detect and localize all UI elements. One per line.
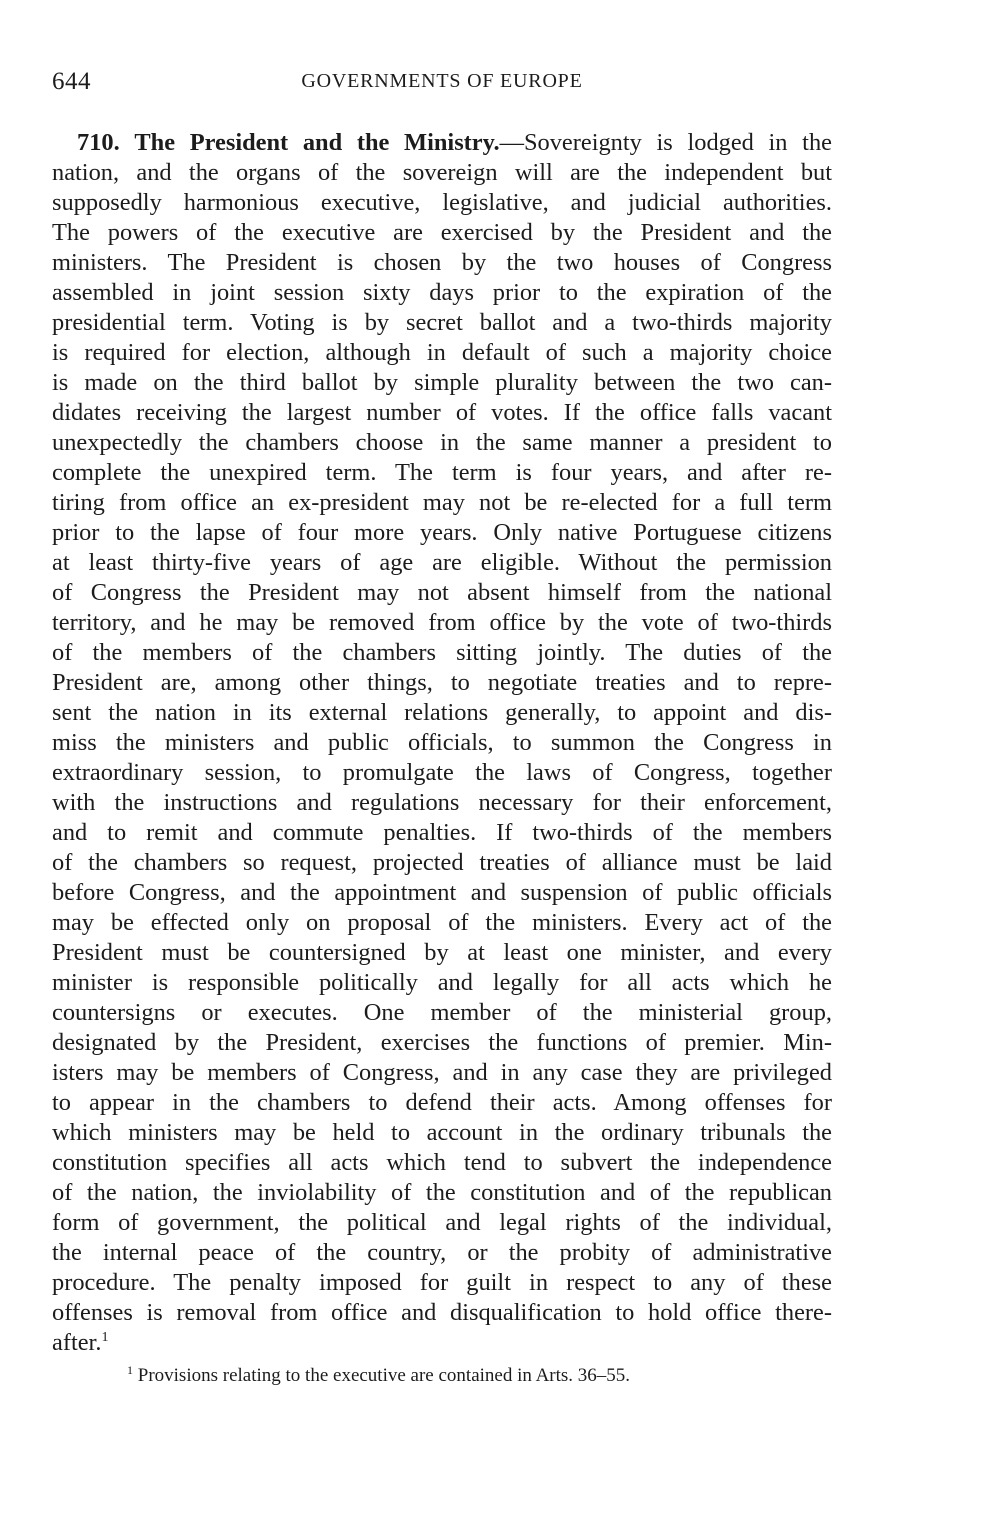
text-line: President must be countersigned by at least one minister, and every [52, 939, 832, 966]
text-line: of the nation, the inviolability of the constitution and of the republican [52, 1179, 832, 1206]
text-line: ministers. The President is chosen by the two houses of Congress [52, 249, 832, 276]
text-line: at least thirty-five years of age are eligible. Without the permission [52, 549, 832, 576]
text-line: presidential term. Voting is by secret ballot and a two-thirds majority [52, 309, 832, 336]
text-line: isters may be members of Congress, and in any case they are privileged [52, 1059, 832, 1086]
text-line: unexpectedly the chambers choose in the same manner a president to [52, 429, 832, 456]
text-line: extraordinary session, to promulgate the laws of Congress, together [52, 759, 832, 786]
text-line: didates receiving the largest number of votes. If the office falls vacant [52, 399, 832, 426]
text-line: designated by the President, exercises the functions of premier. Min- [52, 1029, 832, 1056]
text-line: sent the nation in its external relations generally, to appoint and dis- [52, 699, 832, 726]
text-line: of the chambers so request, projected treaties of alliance must be laid [52, 849, 832, 876]
text-line: territory, and he may be removed from office by the vote of two-thirds [52, 609, 832, 636]
text-line: the internal peace of the country, or the probity of administrative [52, 1239, 832, 1266]
text-line: form of government, the political and legal rights of the individual, [52, 1209, 832, 1236]
text-line: is made on the third ballot by simple plurality between the two can- [52, 369, 832, 396]
running-title: GOVERNMENTS OF EUROPE [301, 70, 583, 92]
text-line: is required for election, although in default of such a majority choice [52, 339, 832, 366]
text-line: President are, among other things, to negotiate treaties and to repre- [52, 669, 832, 696]
page-number: 644 [52, 68, 91, 95]
text-line: with the instructions and regulations necessary for their enforcement, [52, 789, 832, 816]
text-line [52, 128, 832, 158]
text-line: which ministers may be held to account in the ordinary tribunals the [52, 1119, 832, 1146]
text-line: assembled in joint session sixty days prior to the expiration of the [52, 279, 832, 306]
text-line: tiring from office an ex-president may not be re-elected for a full term [52, 489, 832, 516]
text-line: of the members of the chambers sitting jointly. The duties of the [52, 639, 832, 666]
text-line: The powers of the executive are exercised by the President and the [52, 219, 832, 246]
text-line: complete the unexpired term. The term is four years, and after re- [52, 459, 832, 486]
text-line: constitution specifies all acts which tend to subvert the independence [52, 1149, 832, 1176]
section-title: The President and the Ministry. [134, 129, 500, 156]
text-line: and to remit and commute penalties. If two-thirds of the members [52, 819, 832, 846]
footnote-marker: 1 [127, 1363, 133, 1377]
text-line: supposedly harmonious executive, legislative, and judicial authorities. [52, 189, 832, 216]
footnote-reference[interactable]: 1 [101, 1330, 109, 1345]
text-line: of Congress the President may not absent himself from the national [52, 579, 832, 606]
footnote [127, 1364, 827, 1388]
text-line: countersigns or executes. One member of the ministerial group, [52, 999, 832, 1026]
text-line-content: after. [52, 1329, 102, 1356]
text-line: before Congress, and the appointment and suspension of public officials [52, 879, 832, 906]
section-710-paragraph [52, 128, 832, 1358]
text-line [52, 1328, 832, 1358]
text-line: prior to the lapse of four more years. Only native Portuguese citizens [52, 519, 832, 546]
section-number: 710. [77, 129, 120, 156]
footnote-text: Provisions relating to the executive are contained in Arts. 36–55. [137, 1365, 631, 1386]
text-line: may be effected only on proposal of the ministers. Every act of the [52, 909, 832, 936]
text-line: minister is responsible politically and legally for all acts which he [52, 969, 832, 996]
text-line: miss the ministers and public officials, to summon the Congress in [52, 729, 832, 756]
text-line: to appear in the chambers to defend their acts. Among offenses for [52, 1089, 832, 1116]
text-line-content: —Sovereignty is lodged in the [499, 129, 832, 156]
text-line: nation, and the organs of the sovereign will are the independent but [52, 159, 832, 186]
page-header [52, 68, 832, 104]
text-line: offenses is removal from office and disqualification to hold office there- [52, 1299, 832, 1326]
text-line: procedure. The penalty imposed for guilt in respect to any of these [52, 1269, 832, 1296]
